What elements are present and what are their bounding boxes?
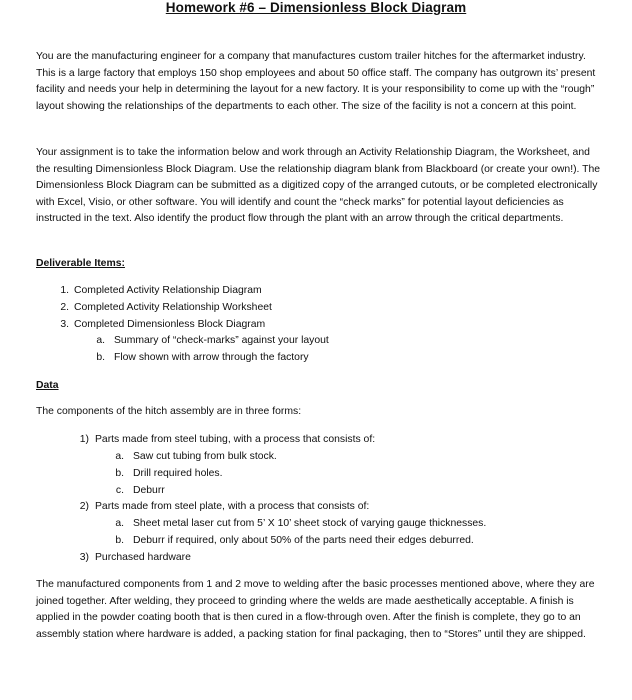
list-marker: a.: [115, 518, 124, 529]
process-step: [112, 484, 165, 498]
list-marker: 1): [79, 434, 89, 445]
process-step-text: Deburr if required, only about 50% of the parts need their edges deburred.: [133, 535, 474, 546]
list-marker: c.: [115, 485, 124, 496]
component-form-1: [75, 433, 375, 447]
intro-paragraph: You are the manufacturing engineer for a company that manufactures custom trailer hitches for the aftermarket industry. This is a large factory that employs 150 shop employees and about 50 office staff. The company has outgrown its’ present facility and needs your help in determining the layout for a new factory. It is your responsibility to come up with the “rough” layout showing the relationships of the departments to each other. The size of the facility is not a concern at this point.: [36, 51, 596, 112]
component-form-text: Parts made from steel plate, with a process that consists of:: [95, 501, 370, 512]
deliverable-subitem-b: [93, 351, 309, 365]
process-step: [112, 534, 474, 548]
deliverables-heading: Deliverable Items:: [36, 258, 125, 269]
list-marker: b.: [115, 468, 124, 479]
list-marker: 1.: [60, 285, 69, 296]
data-heading: Data: [36, 380, 59, 391]
process-step-text: Saw cut tubing from bulk stock.: [133, 451, 277, 462]
deliverable-item-text: Completed Dimensionless Block Diagram: [74, 319, 266, 330]
list-marker: b.: [115, 535, 124, 546]
deliverable-subitem-a: [93, 334, 329, 348]
process-step-text: Sheet metal laser cut from 5’ X 10’ sheet stock of varying gauge thicknesses.: [133, 518, 487, 529]
component-form-text: Purchased hardware: [95, 552, 191, 563]
list-marker: 2.: [60, 302, 69, 313]
list-marker: b.: [96, 352, 105, 363]
process-step: [112, 467, 223, 481]
component-form-2: [75, 500, 369, 514]
list-marker: 3.: [60, 319, 69, 330]
deliverable-item-text: Completed Activity Relationship Worksheet: [74, 302, 272, 313]
process-step-text: Drill required holes.: [133, 468, 223, 479]
assignment-paragraph: Your assignment is to take the information below and work through an Activity Relationship Diagram, the Worksheet, and the resulting Dimensionless Block Diagram. Use the relationship diagram blank from Blackboard (or create your own!). The Dimensionless Block Diagram can be submitted as a digitized copy of the arranged cutouts, or be completed electronically with Excel, Visio, or other software. You will identify and count the “check marks” for potential layout deficiencies as instructed in the text. Also identify the product flow through the plant with an arrow through the critical departments.: [36, 147, 601, 225]
process-step: [112, 450, 277, 464]
document-title: Homework #6 – Dimensionless Block Diagram: [165, 0, 467, 15]
component-form-3: [75, 551, 191, 565]
list-marker: 2): [79, 501, 89, 512]
deliverable-item-text: Completed Activity Relationship Diagram: [74, 285, 262, 296]
process-flow-paragraph: The manufactured components from 1 and 2 move to welding after the basic processes mentioned above, where they are joined together. After welding, they proceed to grinding where the welds are made aesthetically acceptable. A finish is applied in the powder coating booth that is then cured in a flow-through oven. After the finish is complete, they go to an assembly station where hardware is added, a packing station for final packaging, then to “Stores” until they are shipped.: [36, 579, 595, 640]
list-marker: a.: [96, 335, 105, 346]
deliverable-item-1: [55, 284, 262, 298]
deliverable-item-2: [55, 301, 272, 315]
list-marker: 3): [79, 552, 89, 563]
deliverable-item-3: [55, 318, 265, 332]
deliverable-subitem-text: Summary of “check-marks” against your layout: [114, 335, 329, 346]
process-step: [112, 517, 486, 531]
component-form-text: Parts made from steel tubing, with a process that consists of:: [95, 434, 376, 445]
process-step-text: Deburr: [133, 485, 165, 496]
components-intro: The components of the hitch assembly are in three forms:: [36, 406, 302, 417]
list-marker: a.: [115, 451, 124, 462]
deliverable-subitem-text: Flow shown with arrow through the factory: [114, 352, 309, 363]
